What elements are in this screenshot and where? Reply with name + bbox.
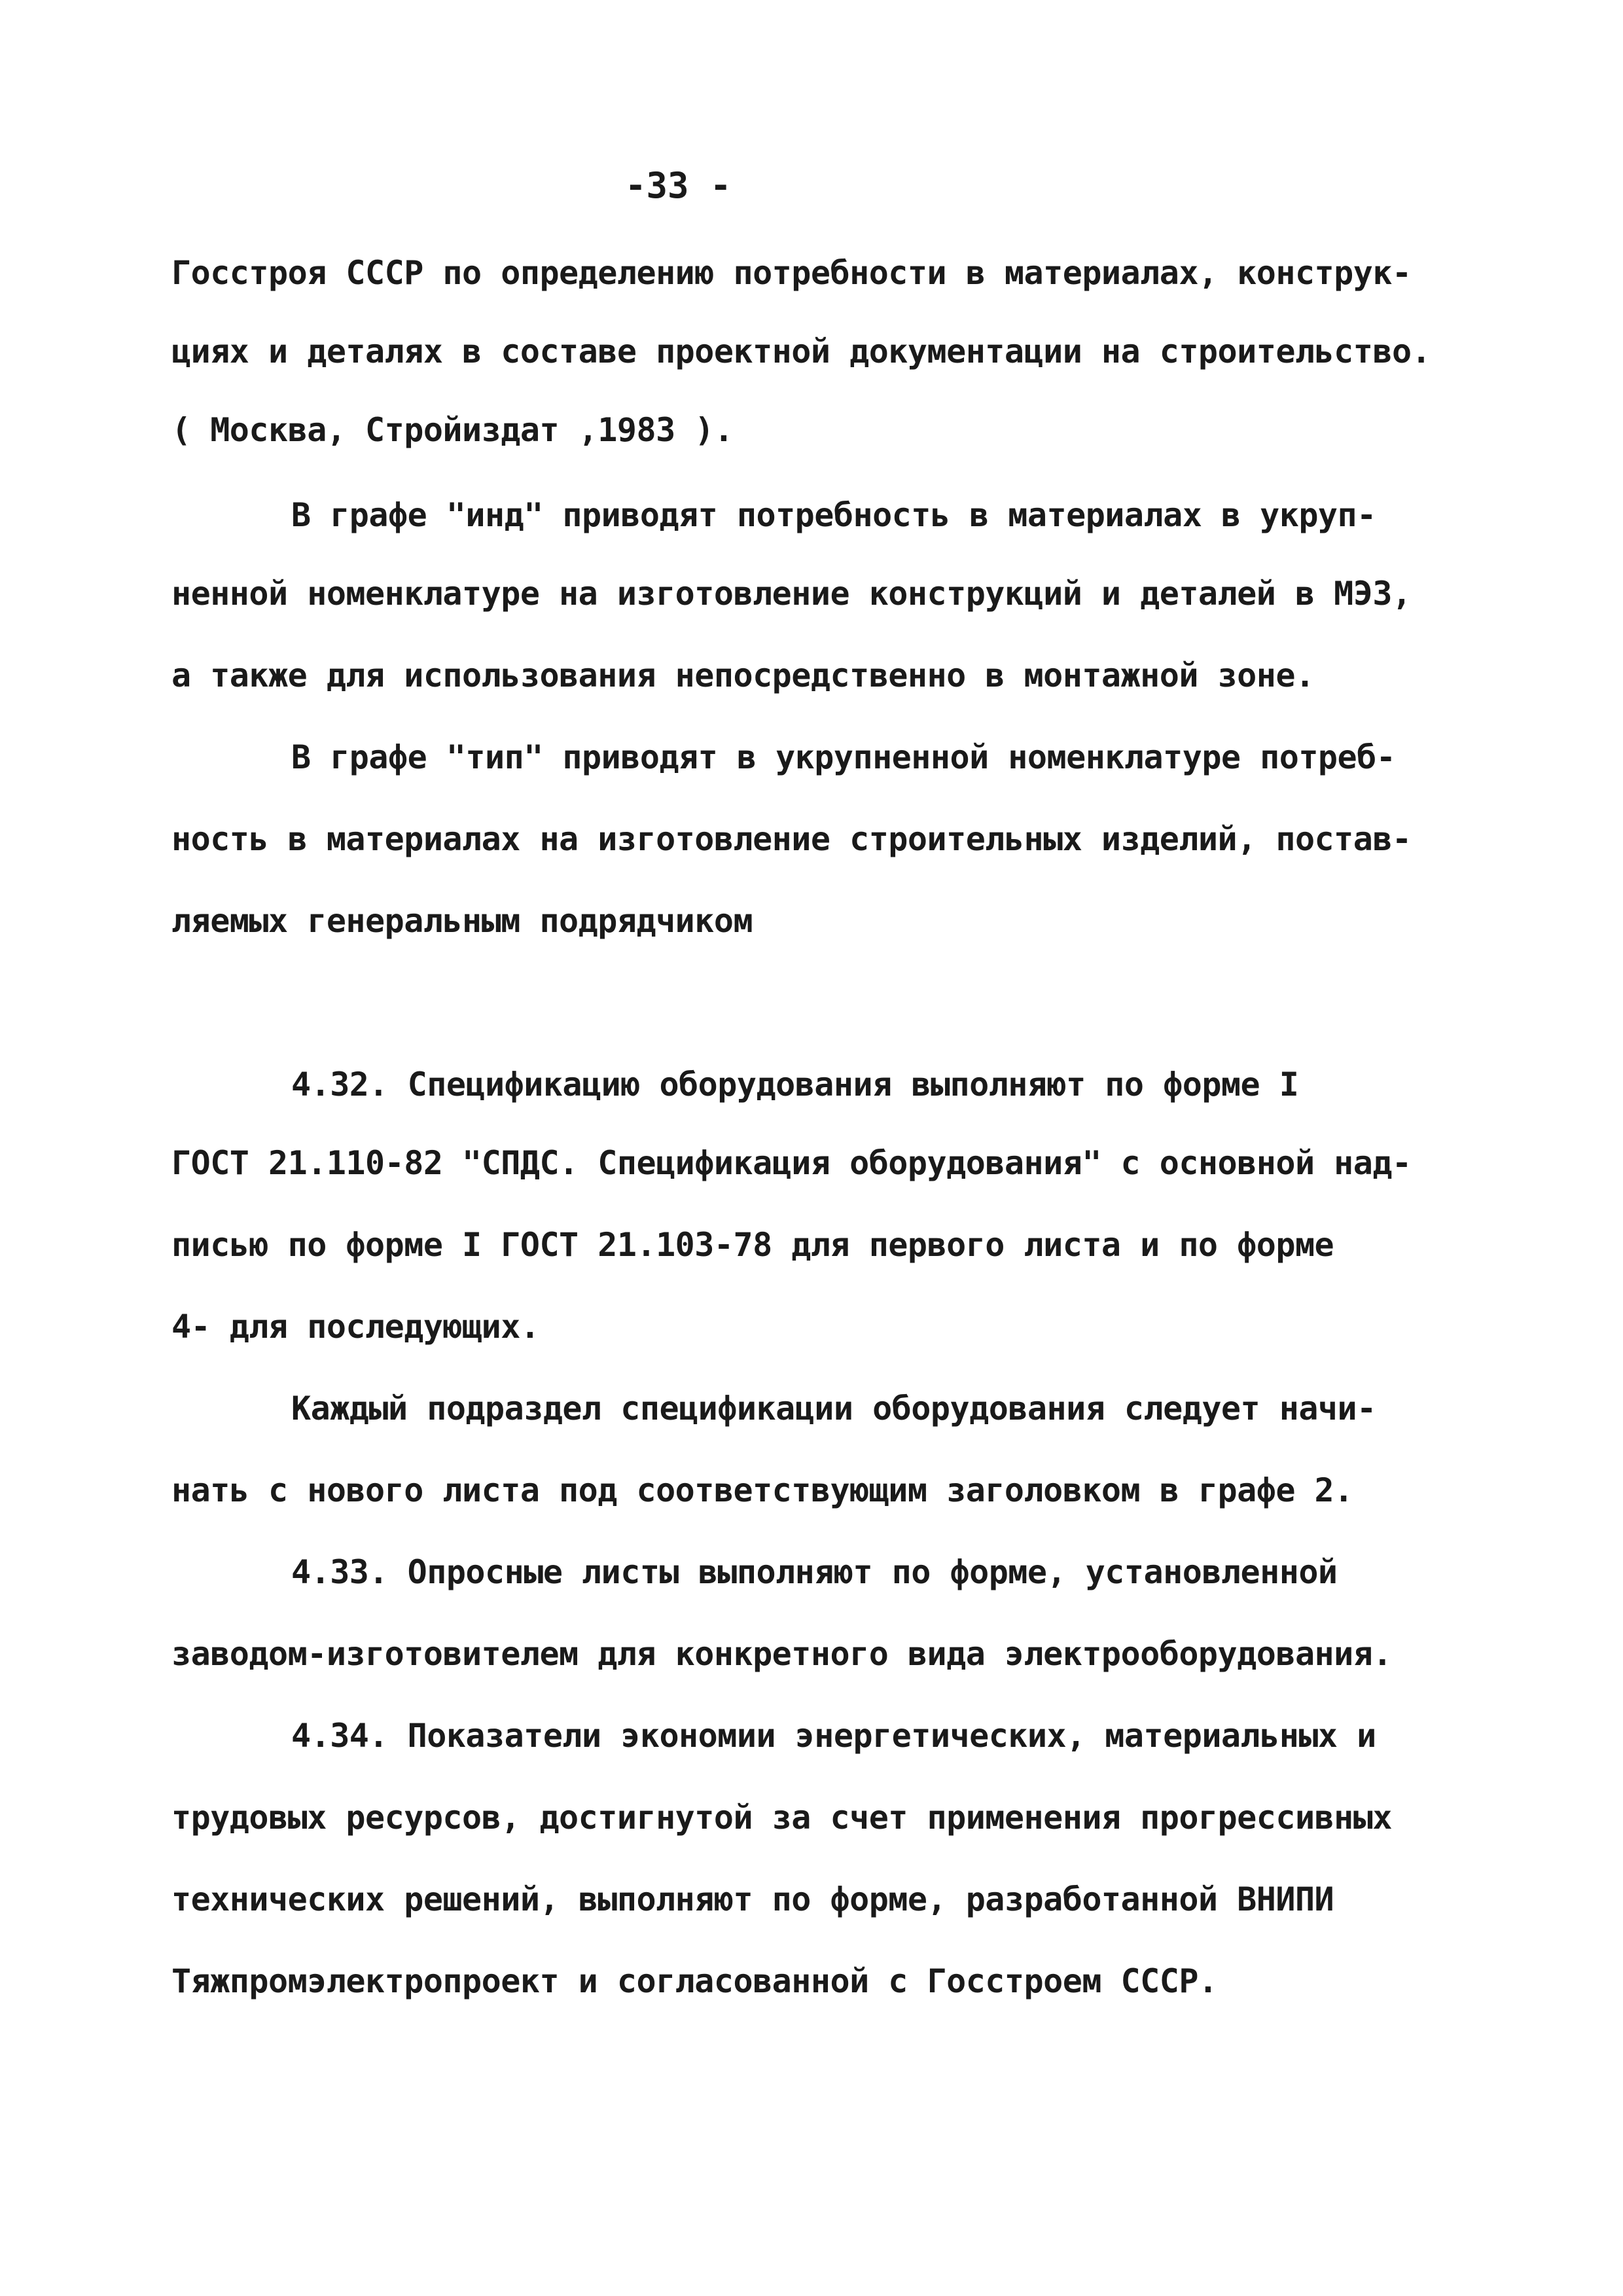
text-line: 4.33. Опросные листы выполняют по форме, установленной [291, 1553, 1338, 1591]
text-line: ненной номенклатуре на изготовление конструкций и деталей в МЭЗ, [171, 575, 1412, 613]
text-line: 4.34. Показатели экономии энергетических, материальных и [291, 1717, 1376, 1755]
text-line: писью по форме I ГОСТ 21.103-78 для первого листа и по форме [171, 1226, 1334, 1264]
text-line: 4.32. Спецификацию оборудования выполняют по форме I [291, 1066, 1299, 1103]
text-line: циях и деталях в составе проектной документации на строительство. [171, 332, 1431, 370]
text-line: заводом-изготовителем для конкретного вида электрооборудования. [171, 1635, 1392, 1673]
text-line: трудовых ресурсов, достигнутой за счет применения прогрессивных [171, 1799, 1392, 1837]
page-number: -33 - [625, 165, 732, 206]
text-line: технических решений, выполняют по форме, разработанной ВНИПИ [171, 1880, 1334, 1918]
text-line: ляемых генеральным подрядчиком [171, 902, 753, 940]
text-line: нать с нового листа под соответствующим заголовком в графе 2. [171, 1471, 1353, 1509]
text-line: Тяжпромэлектропроект и согласованной с Госстроем СССР. [171, 1962, 1218, 2000]
text-line: ность в материалах на изготовление строительных изделий, постав- [171, 820, 1412, 858]
text-line: 4- для последующих. [171, 1308, 540, 1346]
text-line: Госстроя СССР по определению потребности в материалах, конструк- [171, 254, 1412, 292]
text-line: Каждый подраздел спецификации оборудования следует начи- [291, 1390, 1376, 1427]
text-line: В графе "инд" приводят потребность в материалах в укруп- [291, 496, 1376, 534]
text-line: ГОСТ 21.110-82 "СПДС. Спецификация оборудования" с основной над- [171, 1144, 1412, 1182]
text-line: а также для использования непосредственно в монтажной зоне. [171, 656, 1315, 694]
text-line: ( Москва, Стройиздат ,1983 ). [171, 411, 734, 449]
text-line: В графе "тип" приводят в укрупненной номенклатуре потреб- [291, 738, 1396, 776]
